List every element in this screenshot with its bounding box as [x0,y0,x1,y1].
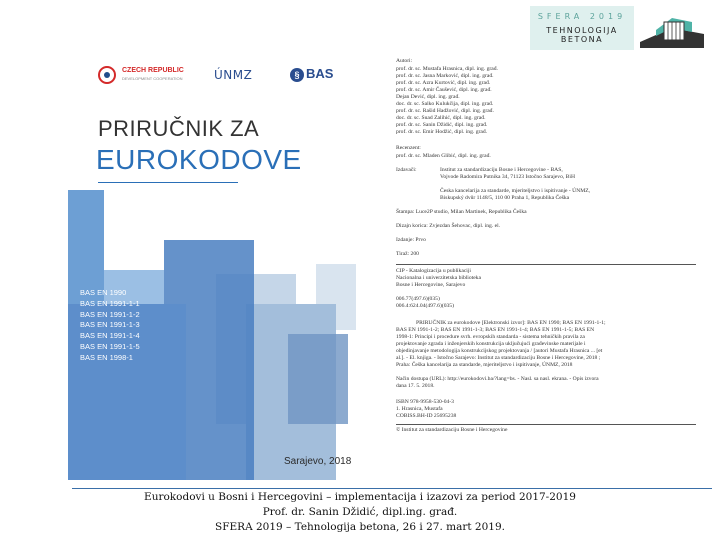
cover-place-year: Sarajevo, 2018 [284,456,352,467]
udk-line: 006.77(497.6)(035) [396,296,440,302]
cover-title-underline [98,182,238,183]
catalog-entry-line: al.]. - El. knjiga. - Istočno Sarajevo: Institut za standardizaciju Bosne i Hercegovine, 2018 ; [396,355,601,361]
edition-info: Izdanje: Prvo [396,237,426,243]
book-cover [68,54,372,480]
standard-item: BAS EN 1998-1 [80,352,133,362]
catalog-entry-line: PRIRUČNIK za eurokodove [Elektronski izvor]: BAS EN 1990; BAS EN 1991-1-1; [416,320,606,326]
catalog-entry-line: 1998-1: Principi i procedure svrh. evropskih standarda - sistema tehničkih pravila za [396,334,585,340]
cip-line: CIP - Katalogizacija u publikaciji [396,268,471,274]
czech-logo-icon [98,66,116,84]
bas-logo-icon: § [290,68,304,82]
divider [396,424,696,425]
sfera-logo-tehnologija: TEHNOLOGIJA [546,26,618,35]
catalog-entry-line: BAS EN 1991-1-2; BAS EN 1991-1-3; BAS EN 1991-1-4; BAS EN 1991-1-5; BAS EN [396,327,595,333]
isbn-line: ISBN 978-9958-530-04-3 [396,399,454,405]
bas-logo [290,66,333,82]
czech-logo-title: CZECH REPUBLIC [122,67,184,74]
authors-label: Autori: [396,58,413,64]
author-line: doc. dr. sc. Salko Kulukčija, dipl. ing. građ. [396,101,494,107]
author-line: prof. dr. sc. Emir Hodžić, dipl. ing. građ. [396,129,488,135]
author-line: prof. dr. sc. Sanin Džidić, dipl. ing. građ. [396,122,488,128]
standard-item: BAS EN 1991-1-3 [80,320,140,330]
author-line: prof. dr. sc. Rašid Hadžović, dipl. ing. građ. [396,108,494,114]
cover-title-line2: EUROKODOVE [96,144,302,175]
publisher-line: Biskupský dvůr 1148/5, 110 00 Praha 1, Republika Češka [440,195,570,201]
slide-footer [0,490,720,535]
footer-event: SFERA 2019 – Tehnologija betona, 26 i 27. mart 2019. [215,521,505,533]
bas-logo-text: BAS [306,66,334,81]
divider [396,264,696,265]
author-line: prof. dr. sc. Azra Kurtović, dipl. ing. građ. [396,80,491,86]
isbn-line: COBISS.BH-ID 25695238 [396,413,457,419]
author-line: prof. dr. sc. Jasna Marković, dipl. ing. građ. [396,73,494,79]
author-line: doc. dr. sc. Suad Zalihić, dipl. ing. građ. [396,115,486,121]
cover-design-info: Dizajn korica: Zvjezdan Šehovac, dipl. ing. el. [396,223,501,229]
standard-item: BAS EN 1991-1-4 [80,331,140,341]
cip-line: Bosne i Hercegovine, Sarajevo [396,282,466,288]
sfera-logo-year: SFERA 2019 [537,12,627,21]
author-line: prof. dr. sc. Amir Čaušević, dipl. ing. građ. [396,87,492,93]
udk-line: 006.4:624.04(497.6)(035) [396,303,454,309]
footer-divider [72,488,712,489]
catalog-entry-line: Praha: Češka kancelarija za standarde, mjeriteljstvo i ispitivanje, ÚNMZ, 2018 [396,362,573,368]
publisher-line: Vojvode Radomira Putnika 34, 71123 Istočno Sarajevo, BiH [440,174,576,180]
standards-list [80,288,190,364]
catalog-entry-line: projektovanje zgrada i inženjerskih konstrukcija uključujući građevinske materijale i [396,341,586,347]
standard-item: BAS EN 1990 [80,288,127,297]
cover-logos [98,64,358,86]
czech-logo-subtitle: DEVELOPMENT COOPERATION [122,76,183,81]
sfera-logo-betona: BETONA [560,35,604,44]
cover-title-line1: PRIRUČNIK ZA [98,116,260,141]
colophon-page [396,56,720,480]
standard-item: BAS EN 1991-1-1 [80,298,140,308]
circulation-info: Tiraž: 200 [396,251,419,257]
sfera-logo [530,6,634,50]
unmz-logo: ÚNMZ [214,68,253,82]
publisher-label: Izdavači: [396,167,417,173]
standard-item: BAS EN 1991-1-5 [80,341,140,351]
author-line: Dejan Dević, dipl. ing. građ. [396,94,460,100]
author-line: prof. dr. sc. Mustafa Hrasnica, dipl. ing. građ. [396,66,498,72]
decor-square [288,334,348,424]
publisher-line: Česka kancelarija za standarde, mjeriteljstvo i ispitivanje - ÚNMZ, [440,188,591,194]
reviewer-name: prof. dr. sc. Mladen Glibić, dipl. ing. građ. [396,153,491,159]
access-line: Način dostupa (URL): http://eurokodovi.ba/?lang=bs. - Nasl. sa nasl. ekrana. - Opis izvora [396,376,599,382]
standard-item: BAS EN 1991-1-2 [80,309,140,319]
building-icon [636,8,708,50]
print-info: Štampa: Luce2P studio, Milan Martinek, Republika Češka [396,209,527,215]
cip-line: Nacionalna i univerzitetska biblioteka [396,275,481,281]
reviewer-label: Recenzent: [396,145,421,151]
isbn-line: 1. Hrasnica, Mustafa [396,406,443,412]
catalog-entry-line: objedinjavanje metodologija konstrukcijskog projektovanja / [autori Mustafa Hrasnica ... [et [396,348,603,354]
copyright-line: © Institut za standardizaciju Bosne i Hercegovine [396,427,508,433]
access-line: dana 17. 5. 2018. [396,383,435,389]
footer-title: Eurokodovi u Bosni i Hercegovini – implementacija i izazovi za period 2017-2019 [144,491,576,503]
footer-author: Prof. dr. Sanin Džidić, dipl.ing. građ. [262,506,458,518]
publisher-line: Institut za standardizaciju Bosne i Hercegovine - BAS, [440,167,563,173]
